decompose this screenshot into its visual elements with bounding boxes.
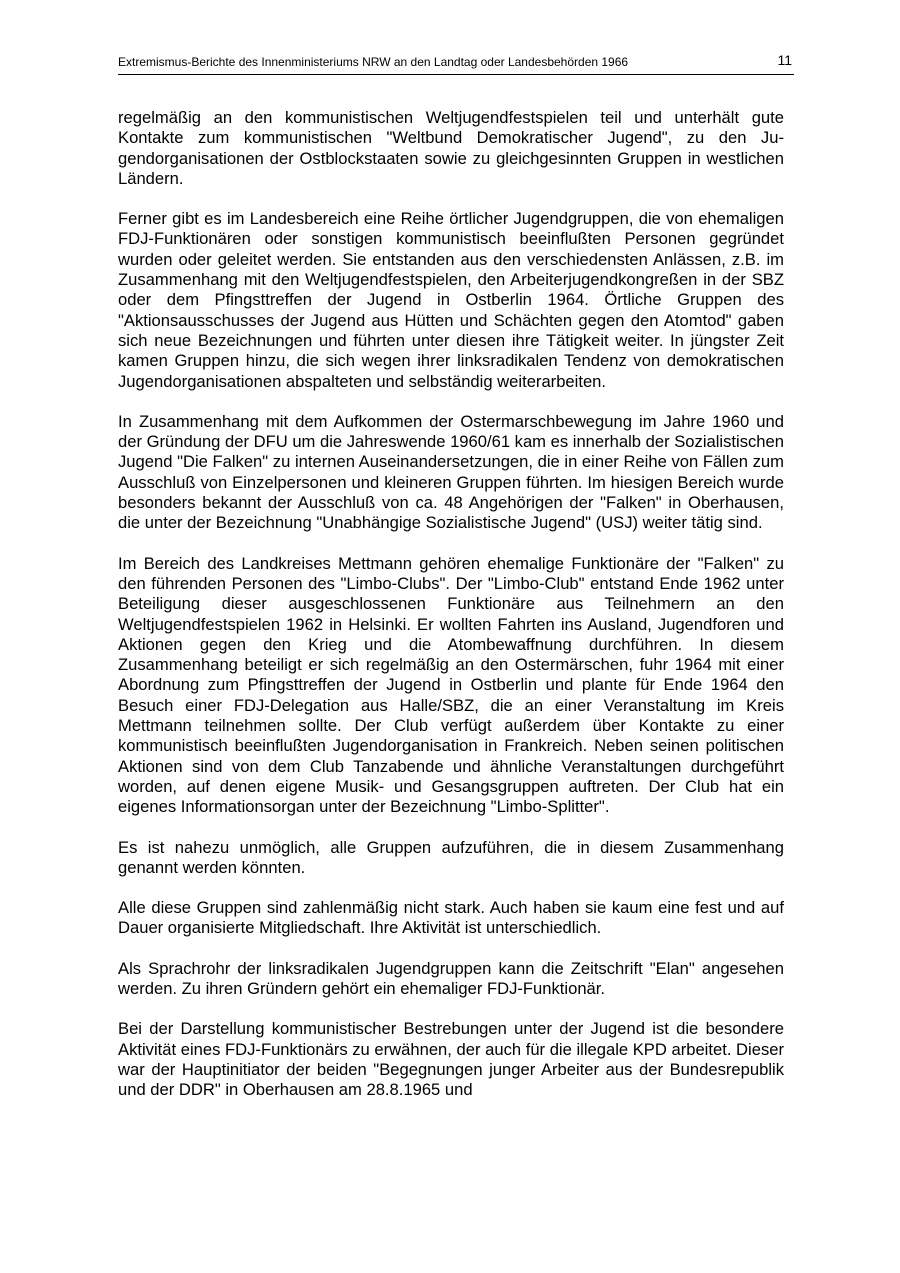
paragraph-6: Alle diese Gruppen sind zahlenmäßig nicht stark. Auch haben sie kaum eine fest und auf Dauer organisierte Mitgliedschaft. Ihre Aktivität ist unterschiedlich. (118, 898, 784, 938)
document-body (118, 108, 784, 1120)
paragraph-8: Bei der Darstellung kommunistischer Bestrebungen unter der Jugend ist die besondere Aktivität eines FDJ-Funktionärs zu erwähnen, der auch für die illegale KPD arbeitet. Dieser war der Hauptinitiator der beiden "Begegnungen junger Arbeiter aus der Bundesrepublik und der DDR" in Oberhausen am 28.8.1965 und (118, 1019, 784, 1100)
running-header-title: Extremismus-Berichte des Innenministeriums NRW an den Landtag oder Landesbehörden 1966 (118, 55, 629, 69)
paragraph-7: Als Sprachrohr der linksradikalen Jugendgruppen kann die Zeitschrift "Elan" angesehen werden. Zu ihren Gründern gehört ein ehemaliger FDJ-Funktionär. (118, 958, 784, 998)
paragraph-1: regelmäßig an den kommunistischen Weltjugendfestspielen teil und unterhält gute Kontakte zum kommunistischen "Weltbund Demokratischer Jugend", zu den Jugendorganisationen der Ostblockstaaten sowie zu gleichgesinnten Gruppen in westlichen Ländern. (118, 108, 784, 188)
page-number: 11 (777, 52, 792, 68)
paragraph-2: Ferner gibt es im Landesbereich eine Reihe örtlicher Jugendgruppen, die von ehemaligen FDJ-Funktionären oder sonstigen kommunistisch beeinflußten Personen gegründet wurden oder geleitet werden. Sie entstanden aus den verschiedensten Anlässen, z.B. im Zusammenhang mit den Weltjugendfestspielen, den Arbeiterjugendkongreßen in der SBZ oder dem Pfingsttreffen der Jugend in Ostberlin 1964. Örtliche Gruppen des "Aktionsausschusses der Jugend aus Hütten und Schächten gegen den Atomtod" gaben sich neue Bezeichnungen und führten unter diesen ihre Tätigkeit weiter. In jüngster Zeit kamen Gruppen hinzu, die sich wegen ihrer linksradikalen Tendenz von demokratischen Jugendorganisationen abspalteten und selbständig weiterarbeiten. (118, 209, 784, 391)
page-header (118, 52, 794, 75)
paragraph-5: Es ist nahezu unmöglich, alle Gruppen aufzuführen, die in diesem Zusammenhang genannt werden könnten. (118, 837, 784, 877)
paragraph-3: In Zusammenhang mit dem Aufkommen der Ostermarschbewegung im Jahre 1960 und der Gründung der DFU um die Jahreswende 1960/61 kam es innerhalb der Sozialistischen Jugend "Die Falken" zu internen Auseinandersetzungen, die in einer Reihe von Fällen zum Ausschluß von Einzelpersonen und kleineren Gruppen führten. Im hiesigen Bereich wurde besonders bekannt der Ausschluß von ca. 48 Angehörigen der "Falken" in Oberhausen, die unter der Bezeichnung "Unabhängige Sozialistische Jugend" (USJ) weiter tätig sind. (118, 411, 784, 533)
paragraph-4: Im Bereich des Landkreises Mettmann gehören ehemalige Funktionäre der "Falken" zu den führenden Personen des "Limbo-Clubs". Der "Limbo-Club" entstand Ende 1962 unter Beteiligung dieser ausgeschlossenen Funktionäre aus Teilnehmern an den Weltjugendfestspielen 1962 in Helsinki. Er wollten Fahrten ins Ausland, Jugendforen und Aktionen gegen den Krieg und die Atombewaffnung durchführen. In diesem Zusammenhang beteiligt er sich regelmäßig an den Ostermärschen, fuhr 1964 mit einer Abordnung zum Pfingsttreffen der Jugend in Ostberlin und plante für Ende 1964 den Besuch einer FDJ-Delegation aus Halle/SBZ, die an einer Veranstaltung im Kreis Mettmann teilnehmen sollte. Der Club verfügt außerdem über Kontakte zu einer kommunistisch beeinflußten Jugendorganisation in Frankreich. Neben seinen politischen Aktionen sind von dem Club Tanzabende und ähnliche Veranstaltungen durchgeführt worden, auf denen eigene Musik- und Gesangsgruppen auftreten. Der Club hat ein eigenes Informationsorgan unter der Bezeichnung "Limbo-Splitter". (118, 553, 784, 817)
